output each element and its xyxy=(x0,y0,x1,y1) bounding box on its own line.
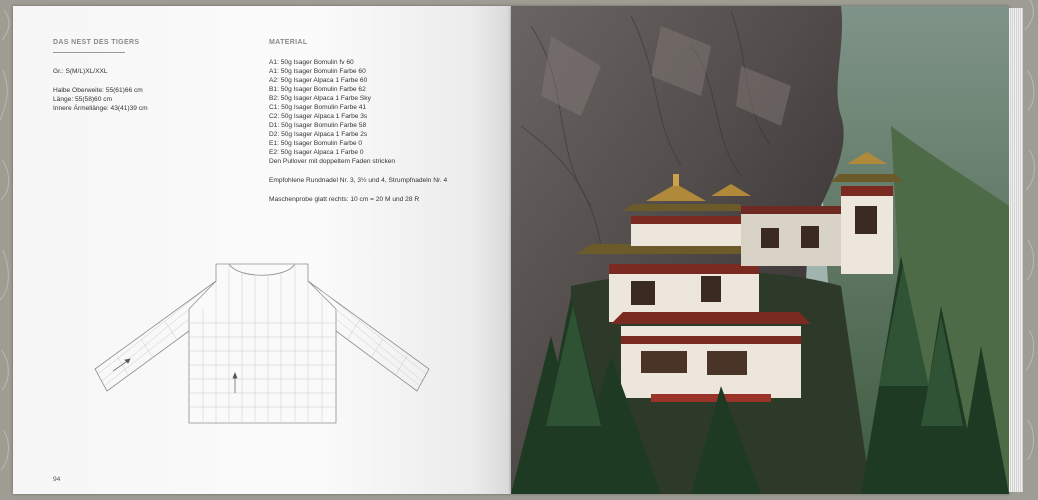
monastery-photo xyxy=(511,6,1009,494)
needles-line: Empfohlene Rundnadel Nr. 3, 3½ und 4, Strumpfnadeln Nr. 4 xyxy=(269,177,448,184)
material-line: A1: 50g Isager Bomulin fv 60 xyxy=(269,59,354,66)
sweater-schematic xyxy=(93,261,433,431)
material-line: C1: 50g Isager Bomulin Farbe 41 xyxy=(269,104,367,111)
material-line: E2: 50g Isager Alpaca 1 Farbe 0 xyxy=(269,149,364,156)
size-line: Gr.: S(M/L)XL/XXL xyxy=(53,68,108,75)
material-line: A1: 50g Isager Bomulin Farbe 60 xyxy=(269,68,366,75)
pattern-title: DAS NEST DES TIGERS xyxy=(53,39,140,46)
title-underline xyxy=(53,52,125,53)
material-line: D1: 50g Isager Bomulin Farbe 58 xyxy=(269,122,367,129)
measurement-length: Länge: 55(58)60 cm xyxy=(53,96,113,103)
material-line: B1: 50g Isager Bomulin Farbe 62 xyxy=(269,86,366,93)
measurement-sleeve: Innere Ärmellänge: 43(41)39 cm xyxy=(53,105,148,112)
page-edges xyxy=(1009,8,1023,492)
material-heading: MATERIAL xyxy=(269,39,308,46)
material-line: D2: 50g Isager Alpaca 1 Farbe 2s xyxy=(269,131,368,138)
gauge-line: Maschenprobe glatt rechts: 10 cm = 20 M und 28 R xyxy=(269,196,420,203)
page-number: 94 xyxy=(53,476,61,483)
material-line: E1: 50g Isager Bomulin Farbe 0 xyxy=(269,140,363,147)
material-note: Den Pullover mit doppeltem Faden stricken xyxy=(269,158,396,165)
measurement-chest: Halbe Oberweite: 55(61)66 cm xyxy=(53,87,143,94)
open-book xyxy=(13,6,1023,494)
material-line: B2: 50g Isager Alpaca 1 Farbe Sky xyxy=(269,95,371,102)
material-line: C2: 50g Isager Alpaca 1 Farbe 3s xyxy=(269,113,368,120)
left-page xyxy=(13,6,511,494)
material-line: A2: 50g Isager Alpaca 1 Farbe 60 xyxy=(269,77,368,84)
right-page-photo xyxy=(511,6,1009,494)
